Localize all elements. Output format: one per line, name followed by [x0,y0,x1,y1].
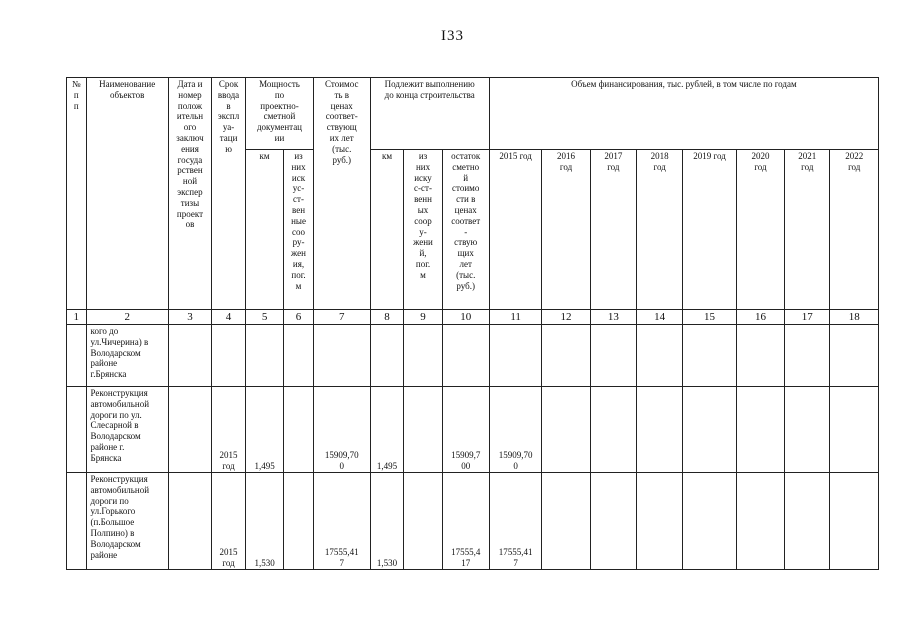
header-year-2019: 2019 год [683,150,737,310]
completion-rest: 15909,7 00 [442,387,489,473]
table-row [67,387,879,473]
expertise-date [168,325,211,387]
column-number: 2 [86,310,168,325]
completion-rest: 17555,4 17 [442,473,489,570]
completion-km [370,325,404,387]
header-year-2020: 2020 год [736,150,784,310]
cost [313,325,370,387]
header-year-2015: 2015 год [489,150,541,310]
row-number [67,387,87,473]
column-number: 3 [168,310,211,325]
row-number [67,325,87,387]
power-other [284,325,314,387]
column-number: 10 [442,310,489,325]
completion-other [404,473,442,570]
column-number: 11 [489,310,541,325]
power-km: 1,495 [246,387,284,473]
object-name: Реконструкция автомобильной дороги по ул.Горького (п.Большое Полпино) в Володарском районе [86,473,168,570]
column-number: 17 [785,310,830,325]
object-name: Реконструкция автомобильной дороги по ул. Слесарной в Володарском районе г. Брянска [86,387,168,473]
column-number: 4 [212,310,246,325]
header-power-other: из них иск ус- ст- вен ные соо ру- жен ия, пог. м [284,150,314,310]
completion-other [404,325,442,387]
table-row [67,473,879,570]
completion-other [404,387,442,473]
column-number: 5 [246,310,284,325]
table-row [67,325,879,387]
funding-2015: 15909,70 0 [489,387,541,473]
funding-2015 [489,325,541,387]
column-number: 13 [590,310,636,325]
column-number: 6 [284,310,314,325]
header-completion-rest: остаток сметно й стоимо сти в ценах соответ - ствую щих лет (тыс. руб.) [442,150,489,310]
header-year-2022: 2022 год [830,150,879,310]
column-number: 18 [830,310,879,325]
header-cost: Стоимос ть в ценах соответ- ствующ их лет (тыс. руб.) [313,78,370,310]
page-number: I33 [441,28,464,44]
header-year-2018: 2018 год [637,150,683,310]
completion-rest [442,325,489,387]
header-commission-term: Срок ввода в экспл уа- таци ю [212,78,246,310]
column-number: 14 [637,310,683,325]
commission-term: 2015 год [212,473,246,570]
column-number: 7 [313,310,370,325]
column-number: 9 [404,310,442,325]
expertise-date [168,473,211,570]
header-completion-other: из них иску с-ст- венн ых соор у- жени й, пог. м [404,150,442,310]
column-number: 1 [67,310,87,325]
cost: 17555,41 7 [313,473,370,570]
column-number: 12 [542,310,590,325]
object-name: кого до ул.Чичерина) в Володарском районе г.Брянска [86,325,168,387]
header-funding-group: Объем финансирования, тыс. рублей, в том числе по годам [489,78,878,150]
expertise-date [168,387,211,473]
completion-km: 1,495 [370,387,404,473]
column-number: 8 [370,310,404,325]
column-number: 15 [683,310,737,325]
investment-table [66,77,879,570]
header-expertise-date: Дата и номер полож ительн ого заключ ения госуда рствен ной экспер тизы проект ов [168,78,211,310]
power-other [284,387,314,473]
header-year-2016: 2016 год [542,150,590,310]
header-object-name: Наименование объектов [86,78,168,310]
commission-term [212,325,246,387]
header-year-2021: 2021 год [785,150,830,310]
power-km: 1,530 [246,473,284,570]
funding-2015: 17555,41 7 [489,473,541,570]
power-km [246,325,284,387]
header-completion-km: км [370,150,404,310]
header-completion-group: Подлежит выполнению до конца строительства [370,78,489,150]
header-power-group: Мощность по проектно- сметной документац ии [246,78,314,150]
completion-km: 1,530 [370,473,404,570]
cost: 15909,70 0 [313,387,370,473]
commission-term: 2015 год [212,387,246,473]
power-other [284,473,314,570]
row-number [67,473,87,570]
header-year-2017: 2017 год [590,150,636,310]
column-number: 16 [736,310,784,325]
header-power-km: км [246,150,284,310]
header-row-number: № п п [67,78,87,310]
